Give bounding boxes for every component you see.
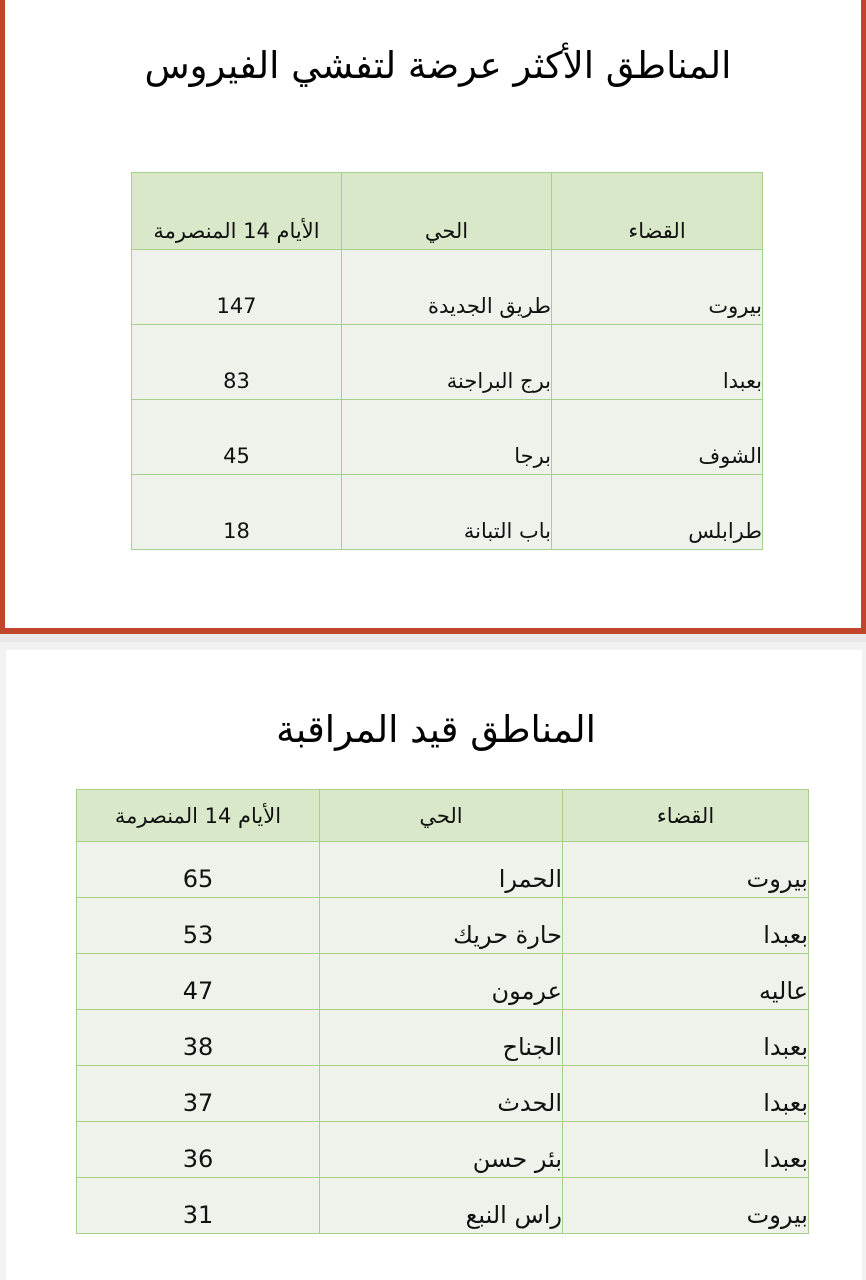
cell-days: 47 [77,954,320,1010]
cell-days: 83 [132,325,342,400]
slide-title: المناطق الأكثر عرضة لتفشي الفيروس [144,44,732,87]
table-row [77,1010,809,1066]
table-row [77,1178,809,1234]
cell-district: الشوف [552,400,763,475]
header-days: الأيام 14 المنصرمة [132,173,342,250]
slide-canvas [6,650,862,1280]
slide-title: المناطق قيد المراقبة [276,708,596,751]
table-row [77,898,809,954]
most-affected-table [131,172,763,550]
cell-district: بعبدا [563,1122,809,1178]
table-row [132,250,763,325]
cell-district: بعبدا [563,898,809,954]
cell-district: طرابلس [552,475,763,550]
cell-days: 36 [77,1122,320,1178]
cell-neighborhood: طريق الجديدة [342,250,552,325]
cell-days: 65 [77,842,320,898]
cell-district: بعبدا [563,1010,809,1066]
table-row [132,400,763,475]
table-row [77,1122,809,1178]
cell-days: 45 [132,400,342,475]
cell-district: بعبدا [563,1066,809,1122]
header-district: القضاء [563,790,809,842]
table-row [132,325,763,400]
cell-days: 31 [77,1178,320,1234]
table-row [77,842,809,898]
cell-district: بعبدا [552,325,763,400]
cell-neighborhood: راس النبع [320,1178,563,1234]
cell-neighborhood: باب التبانة [342,475,552,550]
slide-monitored-areas [0,642,866,1280]
table-row [77,954,809,1010]
table-row [77,1066,809,1122]
header-neighborhood: الحي [342,173,552,250]
header-days: الأيام 14 المنصرمة [77,790,320,842]
cell-neighborhood: برج البراجنة [342,325,552,400]
monitored-areas-table [76,789,809,1234]
cell-days: 18 [132,475,342,550]
cell-neighborhood: عرمون [320,954,563,1010]
table-header-row [77,790,809,842]
cell-district: بيروت [563,842,809,898]
slide-most-affected-areas [0,0,866,634]
cell-neighborhood: برجا [342,400,552,475]
cell-neighborhood: بئر حسن [320,1122,563,1178]
cell-neighborhood: الجناح [320,1010,563,1066]
cell-days: 38 [77,1010,320,1066]
cell-days: 147 [132,250,342,325]
cell-days: 53 [77,898,320,954]
cell-neighborhood: الحمرا [320,842,563,898]
cell-neighborhood: حارة حريك [320,898,563,954]
header-district: القضاء [552,173,763,250]
cell-district: بيروت [563,1178,809,1234]
table-row [132,475,763,550]
cell-neighborhood: الحدث [320,1066,563,1122]
cell-days: 37 [77,1066,320,1122]
header-neighborhood: الحي [320,790,563,842]
table-header-row [132,173,763,250]
cell-district: بيروت [552,250,763,325]
cell-district: عاليه [563,954,809,1010]
